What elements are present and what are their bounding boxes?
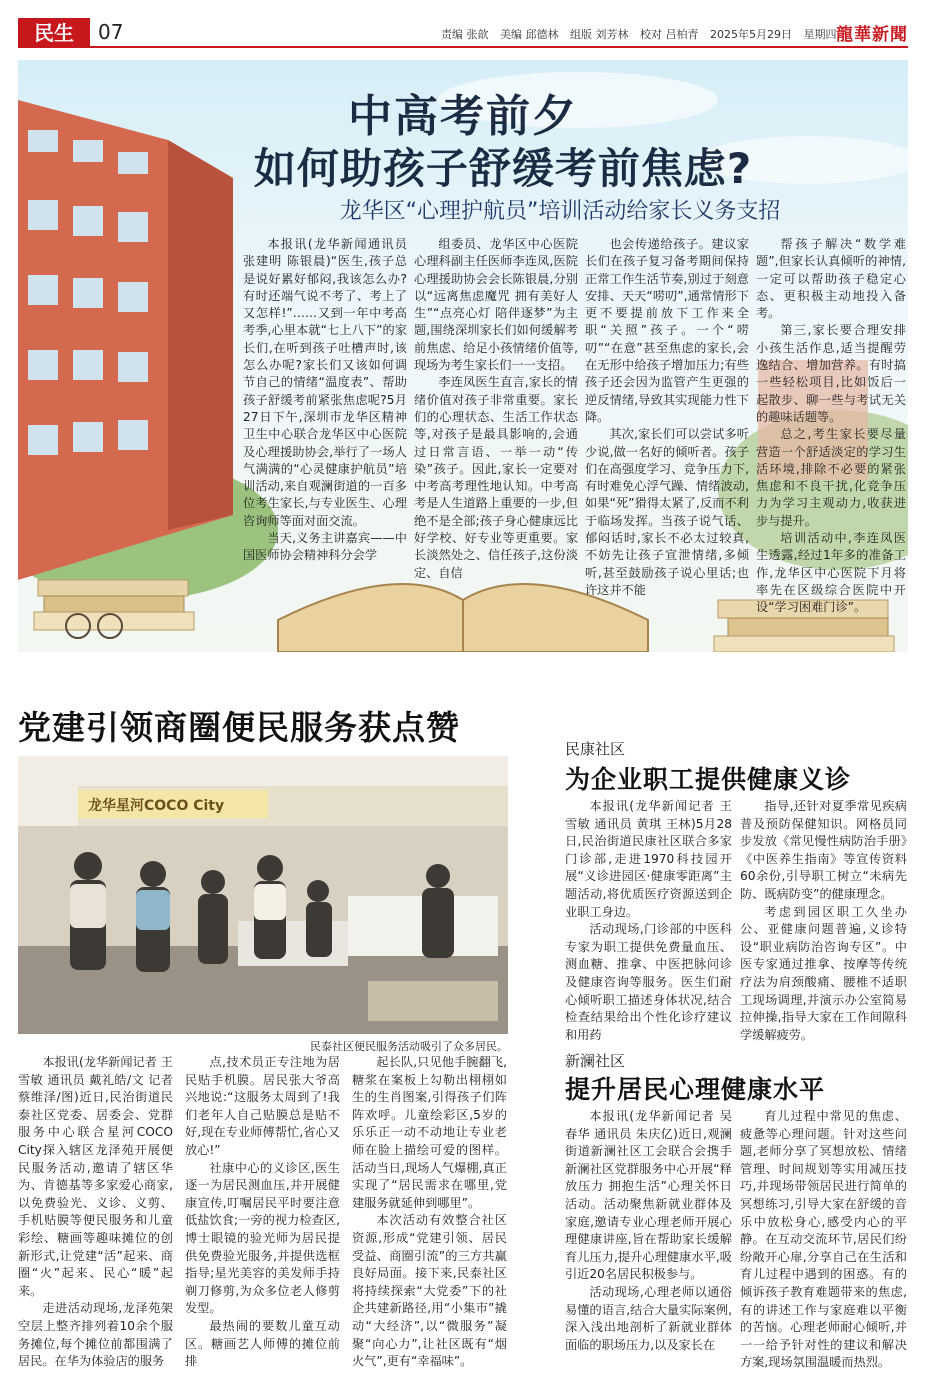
paragraph: 最热闹的要数儿童互动区。糖画艺人师傅的摊位前排 [185,1318,340,1369]
top-story-subtitle: 龙华区“心理护航员”培训活动给家长义务支招 [339,199,781,224]
paragraph: 社康中心的义诊区,医生逐一为居民测血压,并开展健康宣传,叮嘱居民平时要注意低盐饮食;一旁的视力检查区,博士眼镜的验光师为居民提供免费验光服务,并提供选框指导;星光美容的美发师手持剃刀修剪,为众多位老人修剪发型。 [185,1160,340,1316]
paragraph: 帮孩子解决“数学难题”,但家长认真倾听的神情,一定可以帮助孩子稳定心态、更积极主动地投入备考。 [756,237,906,321]
right-story1-column-1 [565,798,732,1044]
paragraph: 当天,义务主讲嘉宾——中国医师协会精神科分会学 [243,531,407,563]
bottom-left-headline: 党建引领商圈便民服务获点赞 [18,708,460,747]
credits-line [441,26,845,42]
paragraph: 本次活动有效整合社区资源,形成“党建引领、居民受益、商圈引流”的三方共赢良好局面。接下来,民泰社区将持续探索“大党委”下的社企共建新路径,用“小集市”撬动“大经济”,以“微服务”凝聚“向心力”,让社区既有“烟火气”,更有“幸福味”。 [352,1213,507,1369]
issue-weekday: 星期四 [803,28,837,41]
paragraph: 本报讯(龙华新闻记者 王雪敏 通讯员 黄琪 王林)5月28日,民治街道民康社区联合多家门诊部,走进1970科技园开展“义诊进园区·健康零距离”主题活动,将优质医疗资源送到企业职工身边。 [565,799,732,919]
credit-art: 美编 邱德林 [500,28,559,41]
paragraph: 其次,家长们可以尝试多听少说,做一名好的倾听者。孩子们在高强度学习、竞争压力下,有时难免心浮气躁、情绪波动,如果“死”猾得太紧了,反而不利于临场发挥。当孩子说气话、郁闷话时,家长不必太过较真,不妨先让孩子宣泄情绪,多倾听,甚至鼓励孩子说心里话;也许这并不能 [585,427,749,597]
section-tag: 民生 [18,18,90,48]
top-story [18,60,908,652]
paragraph: 总之,考生家长要尽量营造一个舒适淡定的学习生活环境,排除不必要的紧张焦虑和不良干扰,化竞争压力为学习主观动力,收获进步与提升。 [756,427,906,528]
top-story-title-line2: 如何助孩子舒缓考前焦虑? [253,144,753,193]
right-story2-column-2 [740,1108,907,1372]
masthead-logo: 龍華新聞 [836,25,908,45]
paragraph: 也会传递给孩子。建议家长们在孩子复习备考期间保持正常工作生活节奏,别过于刻意安排、天天“唠叨”,通常情形下更不要提前放下工作来全职“关照”孩子。一个“唠叨”“在意”甚至焦虑的家长,会在无形中给孩子增加压力;有些孩子还会因为监管产生更强的逆反情绪,导致其实现能力性下降。 [585,237,749,424]
credit-layout: 组版 刘芳林 [570,28,629,41]
paragraph: 组委员、龙华区中心医院心理科副主任医师李连凤,医院心理援助协会会长陈银晨,分别以“远离焦虑魔咒 拥有美好人生”“点亮心灯 陪伴逐梦”为主题,围绕深圳家长们如何缓解考前焦虑、给足小孩情绪价值等,现场为考生家长们一一支招。 [414,237,578,373]
paragraph: 育儿过程中常见的焦虑、疲惫等心理问题。针对这些问题,老师分享了冥想放松、情绪管理、时间规划等实用减压技巧,并现场带领居民进行简单的冥想练习,引导大家在舒缓的音乐中放松身心,感受内心的平静。在互动交流环节,居民们纷纷敞开心扉,分享自己在生活和育儿过程中遇到的困惑。有的倾诉孩子教育难题带来的焦虑,有的讲述工作与家庭难以平衡的苦恼。心理老师耐心倾听,并一一给予针对性的建议和解决方案,现场氛围温暖而热烈。 [740,1109,907,1370]
top-story-column-3 [585,236,749,599]
paragraph: 考虑到园区职工久坐办公、亚健康问题普遍,义诊特设“职业病防治咨询专区”。中医专家通过推拿、按摩等传统疗法为肩颈酸痛、腰椎不适职工现场调理,并演示办公室简易拉伸操,指导大家在工作间隙科学缓解疲劳。 [740,904,907,1042]
paragraph: 本报讯(龙华新闻通讯员 张建明 陈银晨)“医生,孩子总是说好累好郁闷,我该怎么办?有时还端气说不考了、考上了又怎样!”……又到一年中考高考季,心里本就“七上八下”的家长们,在听到孩子吐槽声时,该怎么办呢?家长们又该如何调节自己的情绪“温度表”、帮助孩子舒缓考前紧张焦虑呢?5月27日下午,深圳市龙华区精神卫生中心联合龙华区中心医院及心理援助协会,举行了一场人气满满的“心灵健康护航员”培训活动,来自观澜街道的一百多位考生家长,与专业医生、心理咨询师等面对面交流。 [243,237,407,528]
paragraph: 本报讯(龙华新闻记者 吴春华 通讯员 朱庆亿)近日,观澜街道新澜社区工会联合会携手新澜社区党群服务中心开展“释放压力 拥抱生活”心理关怀日活动。活动聚焦新就业群体及家庭,邀请专业心理老师开展心理健康讲座,旨在帮助家长缓解育儿压力,提升心理健康水平,吸引近20名居民积极参与。 [565,1109,732,1282]
issue-date: 2025年5月29日 [710,28,792,41]
page-header [18,18,908,48]
bottom-left-column-1 [18,1054,173,1371]
paragraph: 活动现场,门诊部的中医科专家为职工提供免费量血压、测血糖、推拿、中医把脉问诊及健康咨询等服务。医生们耐心倾听职工描述身体状况,结合检查结果给出个性化诊疗建议和用药 [565,922,732,1042]
paragraph: 点,技术员正专注地为居民贴手机膜。居民张大爷高兴地说:“这服务太周到了!我们老年人自己贴膜总是贴不好,现在专业师傅帮忙,省心又放心!” [185,1055,340,1157]
photo-caption: 民泰社区便民服务活动吸引了众多居民。 [310,1040,508,1053]
right-story2-headline: 提升居民心理健康水平 [565,1075,826,1104]
right-story2-kicker: 新澜社区 [565,1052,626,1070]
photo-sign-text: 龙华星河COCO City [88,798,225,814]
top-story-column-2 [414,236,578,582]
paragraph: 本报讯(龙华新闻记者 王雪敏 通讯员 戴礼皓/文 记者 蔡维泽/图)近日,民治街道民泰社区党委、居委会、党群服务中心联合星河COCO City探入辖区龙泽苑开展便民服务活动,邀请了辖区华为、肯德基等多家爱心商家,以免费验光、义诊、义剪、手机贴膜等便民服务和儿童彩绘、糖画等趣味摊位的创新形式,让党建“活”起来、商圈“火”起来、民心“暖”起来。 [18,1055,173,1298]
right-story1-headline: 为企业职工提供健康义诊 [565,765,852,794]
right-story1-column-2 [740,798,907,1044]
top-story-title-line1: 中高考前夕 [348,91,578,142]
credit-editor: 责编 张歆 [441,28,489,41]
right-story2-column-1 [565,1108,732,1354]
top-story-column-1 [243,236,407,565]
paragraph: 指导,还针对夏季常见疾病普及预防保健知识。网格员同步发放《常见慢性病防治手册》《中医养生指南》等宣传资料60余份,引导职工树立“未病先防、既病防变”的健康理念。 [740,799,907,901]
event-photo-illustration [18,756,508,1034]
bottom-left-column-2 [185,1054,340,1371]
credit-proof: 校对 吕柏青 [640,28,699,41]
bottom-left-column-3 [352,1054,507,1371]
event-photo [18,756,508,1034]
paragraph: 起长队,只见他手腕翻飞,糖浆在案板上勾勒出栩栩如生的生肖图案,引得孩子们阵阵欢呼。儿童绘彩区,5岁的乐乐正一动不动地让专业老师在脸上描绘可爱的图样。活动当日,现场人气爆棚,真正实现了“居民需求在哪里,党建服务就延伸到哪里”。 [352,1055,507,1210]
top-story-column-4 [756,236,906,617]
paragraph: 李连凤医生直言,家长的情绪价值对孩子非常重要。家长们的心理状态、生活工作状态等,对孩子是最具影响的,会通过日常言语、一举一动“传染”孩子。因此,家长一定要对中考高考理性地认知。中考高考是人生道路上重要的一步,但绝不是全部;孩子身心健康远比好学校、好专业等更重要。家长淡然处之、信任孩子,这份淡定、自信 [414,375,578,580]
right-story1-kicker: 民康社区 [565,740,626,758]
paragraph: 第三,家长要合理安排小孩生活作息,适当提醒劳逸结合、增加营养。有时搞一些轻松项目,比如饭后一起散步、聊一些与考试无关的趣味话题等。 [756,323,906,424]
page-number: 07 [98,20,124,44]
paragraph: 走进活动现场,龙泽苑架空层上整齐排列着10余个服务摊位,每个摊位前都围满了居民。在华为体验店的服务 [18,1301,173,1369]
paragraph: 活动现场,心理老师以通俗易懂的语言,结合大量实际案例,深入浅出地剖析了新就业群体面临的职场压力,以及家长在 [565,1284,732,1352]
paragraph: 培训活动中,李连凤医生透露,经过1年多的准备工作,龙华区中心医院下月将率先在区级综合医院中开设“学习困难门诊”。 [756,531,906,615]
